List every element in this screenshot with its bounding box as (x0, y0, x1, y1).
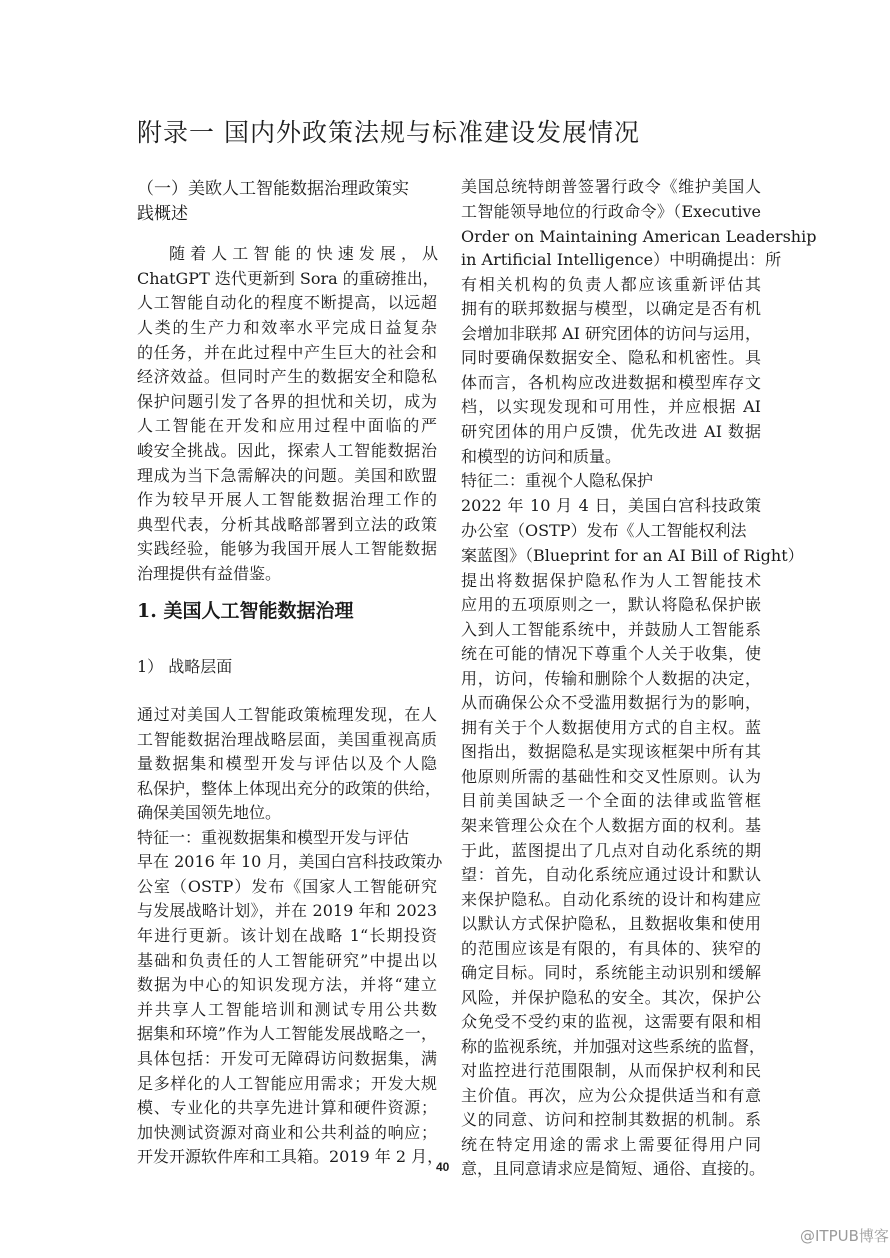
right-column-line: 体而言，各机构应改进数据和模型库存文 (461, 373, 761, 392)
right-column-line: 提出将数据保护隐私作为人工智能技术 (461, 571, 761, 590)
right-column-line: 来保护隐私。自动化系统的设计和构建应 (461, 890, 761, 909)
left-column-line: 具体包括：开发可无障碍访问数据集，满 (137, 1049, 437, 1068)
right-column-line: 和模型的访问和质量。 (461, 447, 622, 466)
left-column-line: 工智能数据治理战略层面，美国重视高质 (137, 730, 437, 749)
left-column-line: 特征一：重视数据集和模型开发与评估 (137, 828, 410, 847)
right-column-line: in Artificial Intelligence）中明确提出：所 (461, 250, 782, 269)
right-column-line: 研究团体的用户反馈，优先改进 AI 数据 (461, 422, 761, 441)
left-column-line: 公室（OSTP）发布《国家人工智能研究 (137, 877, 437, 896)
right-column-line: 主价值。再次，应为公众提供适当和有意 (461, 1086, 761, 1105)
left-column-line: 通过对美国人工智能政策梳理发现，在人 (137, 705, 437, 724)
sub-subsection-heading: 1） 战略层面 (137, 657, 233, 676)
page-number: 40 (436, 1160, 450, 1174)
left-column-line: 典型代表，分析其战略部署到立法的政策 (137, 515, 437, 534)
left-column-line: 理成为当下急需解决的问题。美国和欧盟 (137, 466, 437, 485)
right-column-line: 用，访问，传输和删除个人数据的决定， (461, 669, 761, 688)
left-column-line: 确保美国领先地位。 (137, 803, 282, 822)
right-column-line: 有相关机构的负责人都应该重新评估其 (461, 275, 761, 294)
right-column-line: 办公室（OSTP）发布《人工智能权利法 (461, 521, 747, 540)
right-column-line: 图指出，数据隐私是实现该框架中所有其 (461, 742, 761, 761)
left-column-line: 年进行更新。该计划在战略 1“长期投资 (137, 926, 437, 945)
left-column-line: 治理提供有益借鉴。 (137, 564, 282, 583)
right-column-line: 同时要确保数据安全、隐私和机密性。具 (461, 348, 761, 367)
right-column-line: 称的监视系统，并加强对这些系统的监督， (461, 1037, 766, 1056)
watermark: @ITPUB博客 (800, 1227, 889, 1245)
left-column-line: 作为较早开展人工智能数据治理工作的 (137, 490, 437, 509)
subsection-heading: 1. 美国人工智能数据治理 (137, 600, 354, 622)
right-column-line: 目前美国缺乏一个全面的法律或监管框 (461, 791, 761, 810)
left-column-line: 与发展战略计划》，并在 2019 年和 2023 (137, 901, 437, 920)
left-column-line: 经济效益。但同时产生的数据安全和隐私 (137, 367, 437, 386)
left-column-line: 据集和环境”作为人工智能发展战略之一， (137, 1024, 437, 1043)
right-column-line: 入到人工智能系统中，并鼓励人工智能系 (461, 620, 761, 639)
left-column-line: 加快测试资源对商业和公共利益的响应； (137, 1123, 437, 1142)
left-column-line: 私保护，整体上体现出充分的政策的供给， (137, 779, 442, 798)
left-column-line: 并共享人工智能培训和测试专用公共数 (137, 1000, 437, 1019)
left-column-line: 数据为中心的知识发现方法，并将“建立 (137, 975, 437, 994)
page-title: 附录一 国内外政策法规与标准建设发展情况 (137, 118, 640, 147)
left-column-line: 峻安全挑战。因此，探索人工智能数据治 (137, 441, 437, 460)
right-column-line: 对监控进行范围限制，从而保护权利和民 (461, 1061, 761, 1080)
section-heading: 践概述 (137, 204, 188, 224)
right-column-line: 意，且同意请求应是简短、通俗、直接的。 (461, 1159, 766, 1178)
right-column-line: 望：首先，自动化系统应通过设计和默认 (461, 865, 761, 884)
right-column-line: 风险，并保护隐私的安全。其次，保护公 (461, 988, 761, 1007)
section-heading: （一）美欧人工智能数据治理政策实 (137, 179, 409, 199)
right-column-line: 拥有的联邦数据与模型，以确定是否有机 (461, 299, 761, 318)
right-column-line: 的范围应该是有限的，有具体的、狭窄的 (461, 939, 761, 958)
left-column-line: ChatGPT 迭代更新到 Sora 的重磅推出， (137, 269, 439, 288)
left-column-line: 模、专业化的共享先进计算和硬件资源； (137, 1098, 437, 1117)
right-column-line: 拥有关于个人数据使用方式的自主权。蓝 (461, 718, 761, 737)
left-column-line: 开发开源软件库和工具箱。2019 年 2 月， (137, 1147, 444, 1166)
left-column-line: 实践经验，能够为我国开展人工智能数据 (137, 539, 437, 558)
right-column-line: 2022 年 10 月 4 日，美国白宫科技政策 (461, 496, 761, 515)
left-column-line: 保护问题引发了各界的担忧和关切，成为 (137, 392, 437, 411)
left-column-line: 人工智能在开发和应用过程中面临的严 (137, 416, 437, 435)
right-column-line: 应用的五项原则之一，默认将隐私保护嵌 (461, 595, 761, 614)
right-column-line: Order on Maintaining American Leadership (461, 227, 817, 246)
right-column-line: 从而确保公众不受滥用数据行为的影响， (461, 693, 761, 712)
left-column-line: 基础和负责任的人工智能研究”中提出以 (137, 951, 437, 970)
right-column-line: 案蓝图》（Blueprint for an AI Bill of Right） (461, 546, 804, 565)
right-column-line: 以默认方式保护隐私，且数据收集和使用 (461, 914, 761, 933)
left-column-line: 足多样化的人工智能应用需求；开发大规 (137, 1074, 437, 1093)
right-column-line: 工智能领导地位的行政命令》（Executive (461, 202, 761, 221)
left-column-line: 人类的生产力和效率水平完成日益复杂 (137, 318, 437, 337)
right-column-line: 会增加非联邦 AI 研究团体的访问与运用， (461, 324, 762, 343)
right-column-line: 确定目标。同时，系统能主动识别和缓解 (461, 963, 761, 982)
right-column-line: 美国总统特朗普签署行政令《维护美国人 (461, 177, 761, 196)
left-column-line: 随 着 人 工 智 能 的 快 速 发 展 ， 从 (169, 244, 439, 263)
right-column-line: 众免受不受约束的监视，这需要有限和相 (461, 1012, 761, 1031)
right-column-line: 架来管理公众在个人数据方面的权利。基 (461, 816, 761, 835)
left-column-line: 人工智能自动化的程度不断提高，以远超 (137, 293, 437, 312)
right-column-line: 于此，蓝图提出了几点对自动化系统的期 (461, 841, 761, 860)
left-column-line: 量数据集和模型开发与评估以及个人隐 (137, 754, 437, 773)
right-column-line: 特征二：重视个人隐私保护 (461, 471, 654, 490)
right-column-line: 统在特定用途的需求上需要征得用户同 (461, 1135, 761, 1154)
right-column-line: 档，以实现发现和可用性，并应根据 AI (461, 397, 761, 416)
left-column-line: 的任务，并在此过程中产生巨大的社会和 (137, 343, 437, 362)
right-column-line: 他原则所需的基础性和交叉性原则。认为 (461, 767, 761, 786)
left-column-line: 早在 2016 年 10 月，美国白宫科技政策办 (137, 852, 443, 871)
right-column-line: 义的同意、访问和控制其数据的机制。系 (461, 1110, 761, 1129)
right-column-line: 统在可能的情况下尊重个人关于收集，使 (461, 644, 761, 663)
